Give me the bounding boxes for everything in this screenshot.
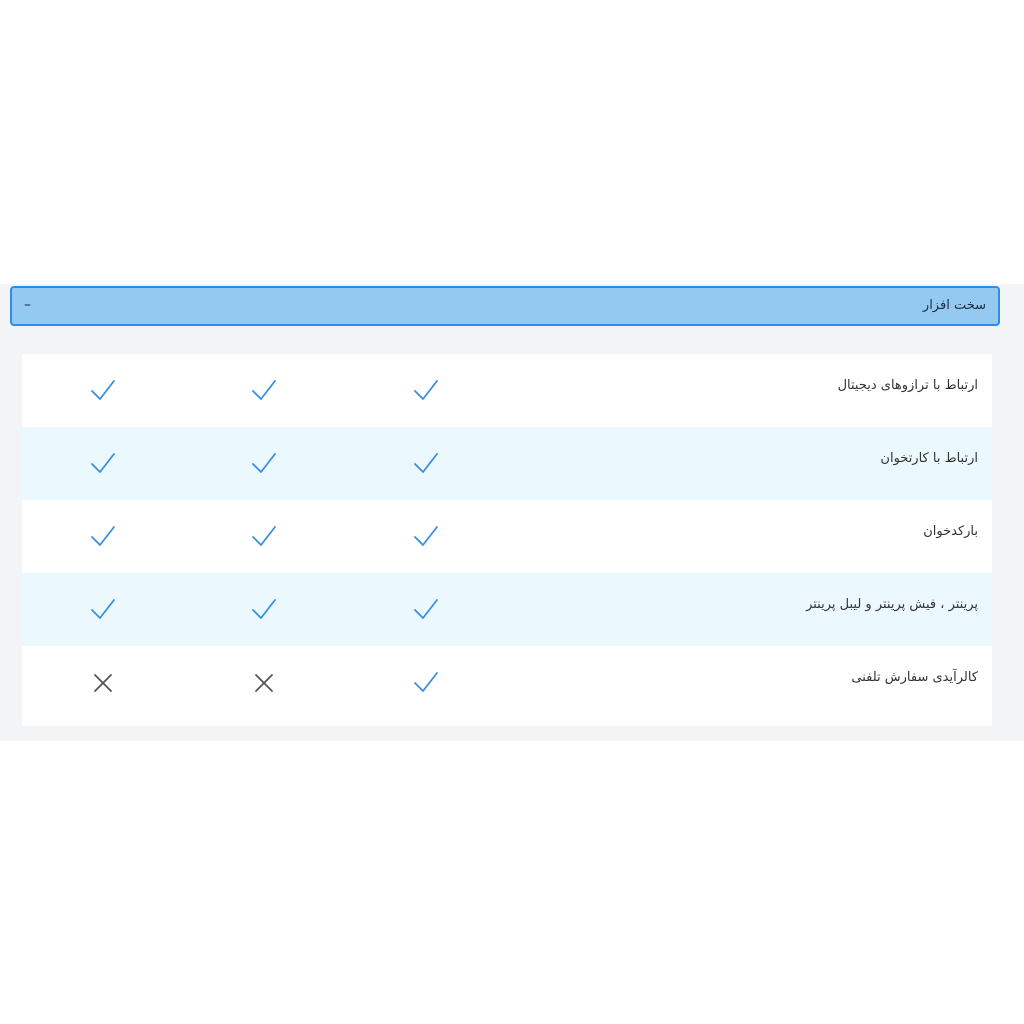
plan-cell xyxy=(406,646,446,719)
plan-cell xyxy=(406,427,446,500)
accordion-title: سخت افزار xyxy=(922,298,986,313)
check-icon xyxy=(250,596,278,624)
plan-cell xyxy=(244,573,284,646)
check-icon xyxy=(89,450,117,478)
check-icon xyxy=(250,450,278,478)
hardware-section xyxy=(0,284,1024,741)
check-icon xyxy=(412,523,440,551)
check-icon xyxy=(250,523,278,551)
check-icon xyxy=(250,377,278,405)
check-icon xyxy=(412,450,440,478)
plan-cell xyxy=(244,427,284,500)
plan-cell xyxy=(244,500,284,573)
plan-cell xyxy=(406,354,446,427)
check-icon xyxy=(412,377,440,405)
feature-comparison-table xyxy=(22,354,992,726)
check-icon xyxy=(89,523,117,551)
hardware-accordion-header[interactable] xyxy=(10,286,1000,326)
feature-label: ارتباط با کارتخوان xyxy=(880,451,978,466)
plan-cell xyxy=(244,646,284,719)
table-row xyxy=(22,646,992,726)
check-icon xyxy=(412,669,440,697)
check-icon xyxy=(89,596,117,624)
plan-cell xyxy=(83,427,123,500)
plan-cell xyxy=(83,573,123,646)
plan-cell xyxy=(244,354,284,427)
plan-cell xyxy=(83,354,123,427)
feature-label: کالرآیدی سفارش تلفنی xyxy=(851,670,978,685)
check-icon xyxy=(89,377,117,405)
plan-cell xyxy=(83,646,123,719)
plan-cell xyxy=(83,500,123,573)
check-icon xyxy=(412,596,440,624)
feature-label: بارکدخوان xyxy=(923,524,978,539)
plan-cell xyxy=(406,500,446,573)
plan-cell xyxy=(406,573,446,646)
collapse-icon[interactable]: – xyxy=(24,297,31,313)
table-row xyxy=(22,427,992,500)
feature-label: ارتباط با ترازوهای دیجیتال xyxy=(837,378,978,393)
table-row xyxy=(22,573,992,646)
feature-label: پرینتر ، فیش پرینتر و لیبل پرینتر xyxy=(806,597,978,612)
cross-icon xyxy=(89,669,117,697)
table-row xyxy=(22,354,992,427)
table-row xyxy=(22,500,992,573)
cross-icon xyxy=(250,669,278,697)
